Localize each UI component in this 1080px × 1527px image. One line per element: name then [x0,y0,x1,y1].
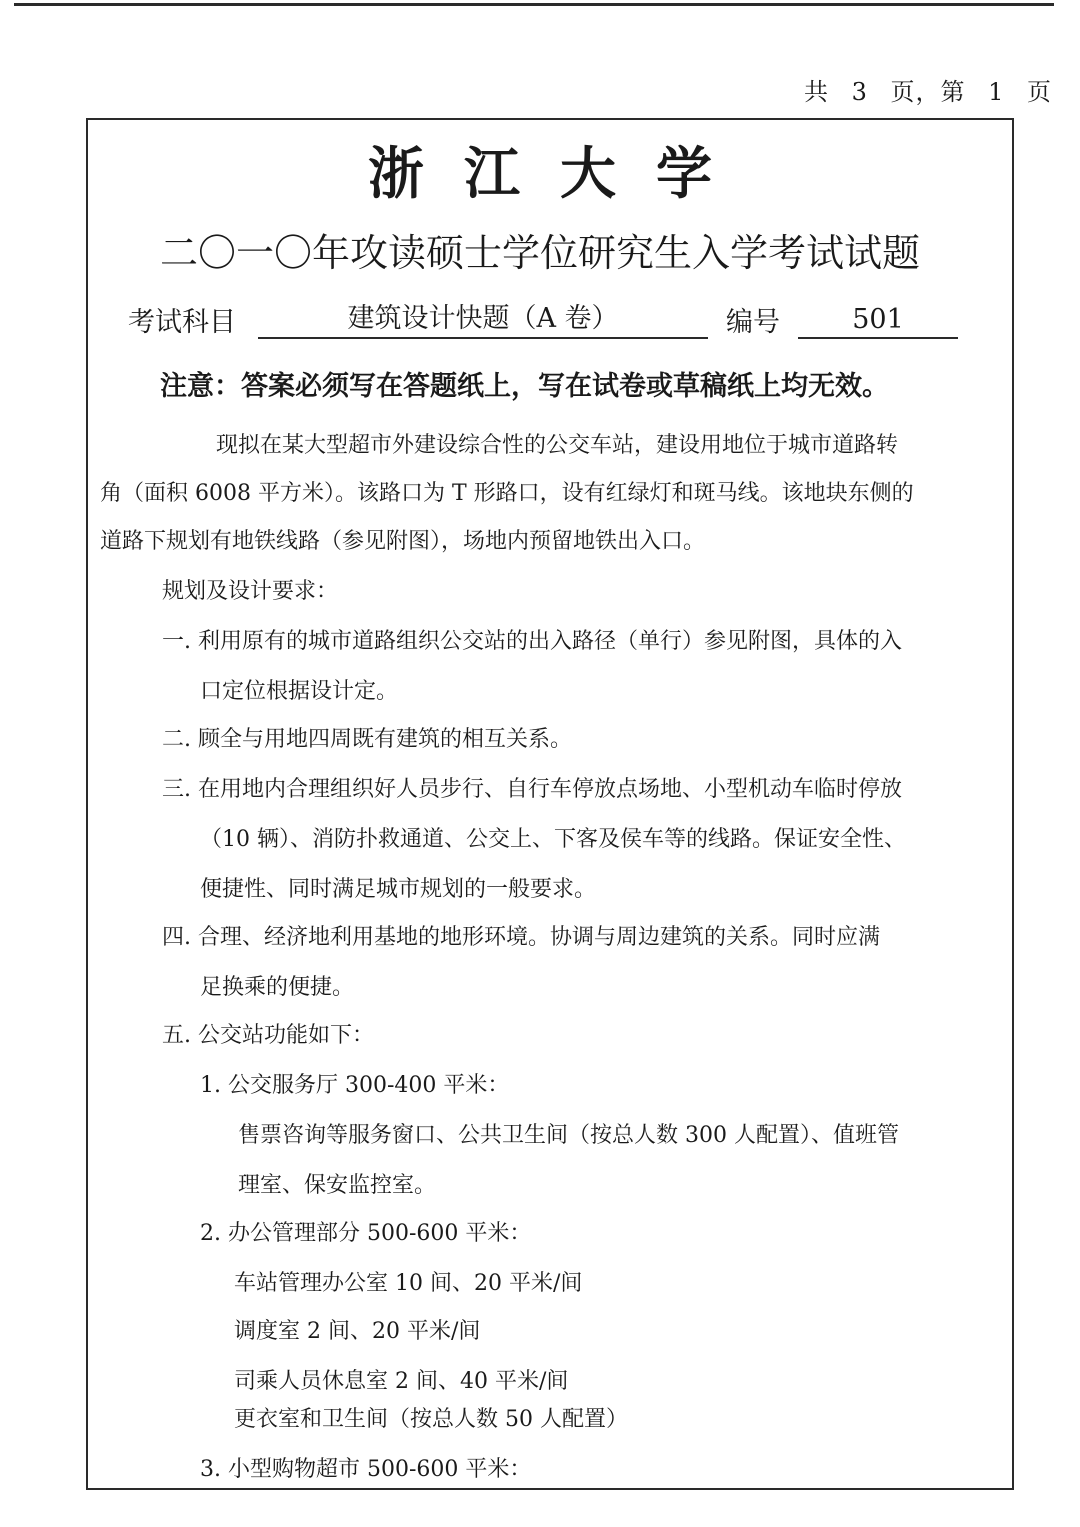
body-line: 更衣室和卫生间（按总人数 50 人配置） [234,1407,628,1432]
body-line: 足换乘的便捷。 [200,975,355,1000]
body-line: 理室、保安监控室。 [238,1173,437,1198]
subject-row [128,296,958,339]
body-line: 便捷性、同时满足城市规划的一般要求。 [200,877,597,902]
body-line: 现拟在某大型超市外建设综合性的公交车站，建设用地位于城市道路转 [216,433,899,458]
university-name: 浙江大学 [368,142,752,207]
body-line: 三. 在用地内合理组织好人员步行、自行车停放点场地、小型机动车临时停放 [162,777,902,802]
body-line: 3. 小型购物超市 500-600 平米： [200,1457,532,1482]
body-line: 车站管理办公室 10 间、20 平米/间 [234,1271,583,1296]
body-line: 道路下规划有地铁线路（参见附图），场地内预留地铁出入口。 [100,529,706,554]
page-info: 共 3 页，第 1 页 [803,78,1052,106]
code-value: 501 [798,304,958,339]
body-line: 2. 办公管理部分 500-600 平米： [200,1221,532,1246]
body-line: 角（面积 6008 平方米）。该路口为 T 形路口，设有红绿灯和斑马线。该地块东侧的 [100,481,914,506]
body-line: 司乘人员休息室 2 间、40 平米/间 [234,1369,569,1394]
body-line: 1. 公交服务厅 300-400 平米： [200,1073,510,1098]
body-line: 规划及设计要求： [162,579,339,604]
body-line: 调度室 2 间、20 平米/间 [234,1319,481,1344]
notice: 注意：答案必须写在答题纸上，写在试卷或草稿纸上均无效。 [160,371,889,402]
subject-value: 建筑设计快题（A 卷） [258,296,708,339]
top-rule [14,3,1054,6]
body-line: 售票咨询等服务窗口、公共卫生间（按总人数 300 人配置）、值班管 [238,1123,899,1148]
body-line: 四. 合理、经济地利用基地的地形环境。协调与周边建筑的关系。同时应满 [162,925,880,950]
body-line: 口定位根据设计定。 [200,679,399,704]
body-line: （10 辆）、消防扑救通道、公交上、下客及侯车等的线路。保证安全性、 [200,827,906,852]
exam-title: 二〇一〇年攻读硕士学位研究生入学考试试题 [159,231,920,275]
body-line: 二. 顾全与用地四周既有建筑的相互关系。 [162,727,572,752]
code-label: 编号 [726,307,780,338]
body-line: 一. 利用原有的城市道路组织公交站的出入路径（单行）参见附图，具体的入 [162,629,902,654]
subject-label: 考试科目 [128,307,236,338]
body-line: 五. 公交站功能如下： [162,1023,374,1048]
